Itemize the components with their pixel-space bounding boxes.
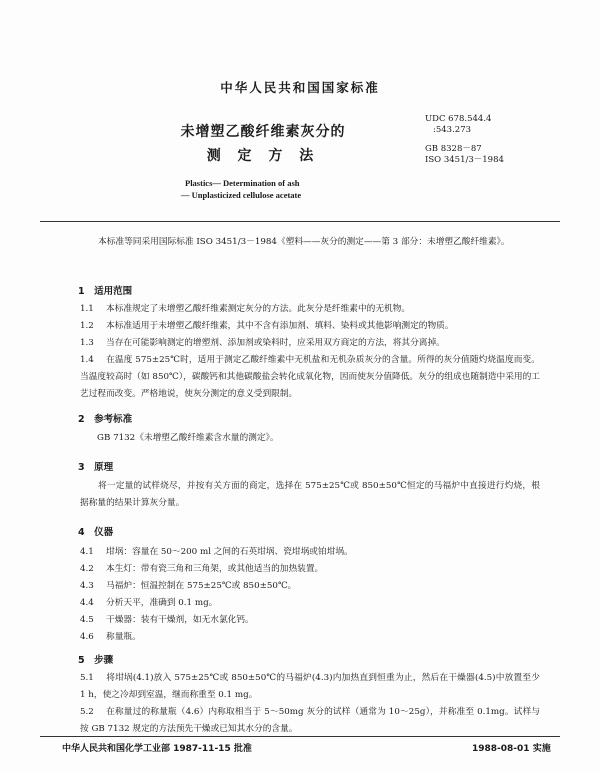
- english-title-line1: Plastics— Determination of ash: [185, 178, 300, 188]
- clause-4-6: [80, 629, 540, 646]
- clause-number: 5.2: [80, 707, 94, 717]
- section-1-heading: 1 适用范围: [78, 286, 133, 297]
- clause-1-1: [80, 301, 540, 318]
- section-5-heading: 5 步骤: [78, 655, 114, 666]
- clause-1-2: [80, 318, 540, 335]
- clause-number: 4.5: [80, 615, 94, 625]
- clause-text: 本生灯：带有瓷三角和三角架，或其他适当的加热装置。: [106, 564, 324, 574]
- national-standard-heading: 中华人民共和国国家标准: [220, 80, 380, 95]
- standard-codes: [425, 114, 504, 166]
- udc-line1: UDC 678.544.4: [425, 114, 492, 124]
- clause-1-3: [80, 335, 540, 352]
- clause-text: 分析天平，准确到 0.1 mg。: [106, 598, 218, 608]
- english-title-line2: — Unplasticized cellulose acetate: [181, 190, 302, 200]
- implementation-date: 1988-08-01 实施: [472, 744, 551, 754]
- clause-number: 1.3: [80, 338, 94, 348]
- clause-4-2: [80, 561, 540, 578]
- clause-number: 1.2: [80, 321, 94, 331]
- clause-text: 将坩埚(4.1)放入 575±25℃或 850±50℃的马福炉(4.3)内加热直到恒重为止，然后在干燥器(4.5)中放置至少 1 h，使之冷却到室温，继而称重至 0.1 mg。: [80, 673, 540, 700]
- section-4-heading: 4 仪器: [78, 527, 114, 538]
- clause-number: 4.2: [80, 564, 94, 574]
- footer-divider: [40, 736, 560, 737]
- clause-text: 坩埚：容量在 50～200 ml 之间的石英坩埚、瓷坩埚或铂坩埚。: [106, 547, 353, 557]
- clause-number: 5.1: [80, 673, 94, 683]
- clause-4-4: [80, 595, 540, 612]
- iso-number: ISO 3451/3－1984: [425, 155, 504, 165]
- intro-paragraph: 本标准等同采用国际标准 ISO 3451/3－1984《塑料——灰分的测定——第 3 部分：未增塑乙酸纤维素》。: [98, 237, 510, 247]
- document-title-line2: 测 定 方 法: [206, 148, 320, 164]
- clause-number: 4.6: [80, 632, 94, 642]
- clause-number: 1.4: [80, 355, 94, 365]
- approval-line: 中华人民共和国化学工业部 1987-11-15 批准: [62, 744, 252, 754]
- clause-1-4: [80, 352, 540, 403]
- section-3-heading: 3 原理: [78, 462, 114, 473]
- clause-text: 称量瓶。: [106, 632, 141, 642]
- clause-number: 4.1: [80, 547, 94, 557]
- udc-line2: :543.273: [433, 125, 472, 135]
- clause-number: 4.4: [80, 598, 94, 608]
- principle-paragraph: 将一定量的试样烧尽，并按有关方面的商定，选择在 575±25℃或 850±50℃恒定的马福炉中直接进行灼烧，根据称量的结果计算灰分量。: [80, 481, 540, 508]
- clause-text: 在温度 575±25℃时，适用于测定乙酸纤维素中无机盐和无机杂质灰分的含量。所得的灰分值随灼烧温度而变。当温度较高时（如 850℃），碳酸钙和其他碳酸盐会转化成氧化物，因而使灰分值降低。灰分的组成也随制造中采用的工艺过程而改变。严格地说，使灰分测定的意义受到限制。: [80, 355, 540, 399]
- clause-5-1: [80, 670, 540, 704]
- clause-4-3: [80, 578, 540, 595]
- clause-4-1: [80, 544, 540, 561]
- clause-text: 在称量过的称量瓶（4.6）内称取相当于 5～50mg 灰分的试样（通常为 10～25g），并称准至 0.1mg。试样与按 GB 7132 规定的方法预先干燥或已知其水分的含量。: [80, 707, 540, 734]
- clause-number: 4.3: [80, 581, 94, 591]
- clause-text: 马福炉：恒温控制在 575±25℃或 850±50℃。: [106, 581, 297, 591]
- section-2-heading: 2 参考标准: [78, 414, 133, 425]
- header-divider: [40, 221, 560, 222]
- clause-5-2: [80, 704, 540, 738]
- clause-text: 本标准规定了未增塑乙酸纤维素测定灰分的方法。此灰分是纤维素中的无机物。: [106, 304, 411, 314]
- clause-text: 当存在可能影响测定的增塑剂、添加剂或染料时，应采用双方商定的方法，将其分离掉。: [106, 338, 445, 348]
- reference-standard: GB 7132《未增塑乙酸纤维素含水量的测定》。: [97, 433, 279, 443]
- clause-number: 1.1: [80, 304, 94, 314]
- clause-text: 本标准适用于未增塑乙酸纤维素，其中不含有添加剂、填料、染料或其他影响测定的物质。: [106, 321, 454, 331]
- clause-text: 干燥器：装有干燥剂，如无水氯化钙。: [106, 615, 254, 625]
- gb-number: GB 8328－87: [425, 144, 482, 154]
- document-title-line1: 未增塑乙酸纤维素灰分的: [180, 124, 346, 140]
- clause-4-5: [80, 612, 540, 629]
